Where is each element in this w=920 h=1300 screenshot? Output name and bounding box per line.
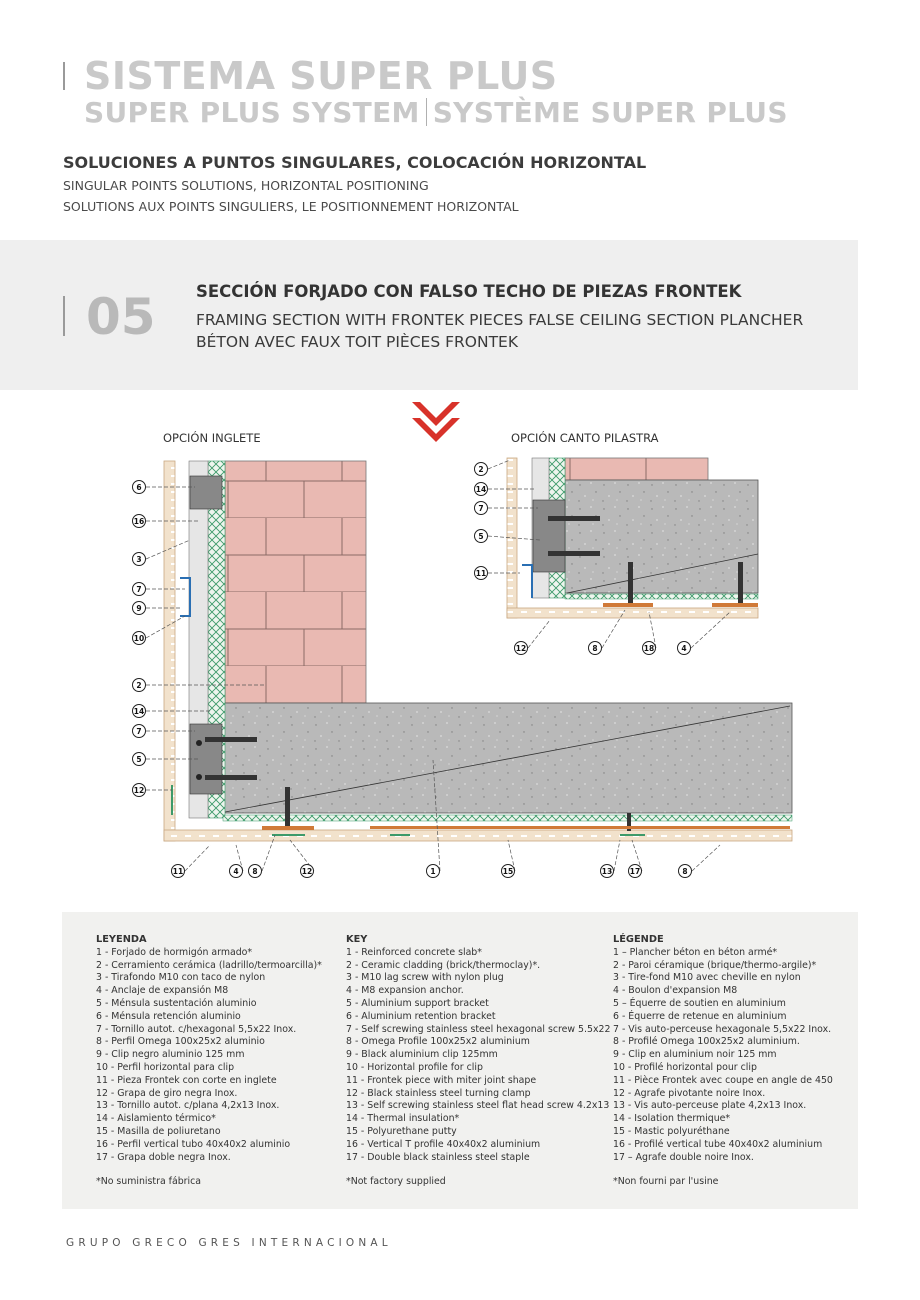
legend-item: 12 - Black stainless steel turning clamp: [346, 1087, 531, 1099]
callout-number: 11: [475, 568, 487, 578]
legend-item: 15 - Masilla de poliuretano: [96, 1125, 221, 1137]
callout: [515, 620, 551, 655]
callout-number: 4: [681, 643, 687, 653]
callout: [290, 840, 314, 878]
detail-title: SECCIÓN FORJADO CON FALSO TECHO DE PIEZAS FRONTEK: [196, 282, 742, 301]
legend-item: 3 - Tirafondo M10 con taco de nylon: [96, 972, 266, 984]
callout: [475, 483, 536, 496]
legend-item: 17 - Grapa doble negra Inox.: [96, 1151, 231, 1163]
section-heading-fr: SOLUTIONS AUX POINTS SINGULIERS, LE POSITIONNEMENT HORIZONTAL: [63, 199, 519, 214]
legend-item: 7 - Vis auto-perceuse hexagonale 5,5x22 Inox.: [613, 1023, 832, 1035]
callout-number: 2: [478, 464, 484, 474]
callout-number: 12: [301, 866, 313, 876]
legend-item: 8 - Perfil Omega 100x25x2 aluminio: [96, 1036, 265, 1048]
legend-en: [346, 934, 610, 1189]
screw: [196, 774, 202, 780]
callout-number: 12: [133, 785, 145, 795]
legend-item: 2 - Paroi céramique (brique/thermo-argile)*: [613, 959, 817, 971]
legend-item: 10 - Profilé horizontal pour clip: [613, 1061, 757, 1073]
subtitle-en: SUPER PLUS SYSTEM: [84, 96, 420, 129]
right-detail: [507, 458, 758, 618]
callout: [172, 845, 211, 878]
section-heading-es: SOLUCIONES A PUNTOS SINGULARES, COLOCACIÓN HORIZONTAL: [63, 153, 647, 172]
concrete-slab-right: [565, 480, 758, 593]
callout: [133, 540, 191, 566]
callout: [629, 840, 643, 878]
callout-number: 9: [136, 603, 142, 613]
legend-item: 15 - Polyurethane putty: [346, 1125, 457, 1137]
omega-profile: [370, 826, 790, 829]
chevron-down-icon: [412, 402, 460, 442]
screw: [196, 740, 202, 746]
legend-item: 4 - Boulon d'expansion M8: [613, 985, 738, 997]
callout-number: 7: [136, 584, 142, 594]
callout: [601, 840, 621, 878]
legend-item: 6 - Équerre de retenue en aluminium: [613, 1010, 787, 1022]
legend-item: 5 - Ménsula sustentación aluminio: [96, 997, 257, 1009]
title-rule: [63, 62, 65, 90]
insulation-right-h: [565, 594, 758, 599]
legend-item: 11 - Pieza Frontek con corte en inglete: [96, 1074, 277, 1086]
callout-number: 14: [133, 706, 145, 716]
legend-item: 12 - Grapa de giro negra Inox.: [96, 1087, 238, 1099]
omega-profile-right: [603, 603, 653, 607]
callout: [475, 460, 511, 476]
omega-profile-right: [712, 603, 758, 607]
anchor-bolt-right-1: [548, 516, 600, 521]
callout: [502, 840, 516, 878]
callout: [475, 502, 539, 515]
legend-item: 13 - Self screwing stainless steel flat head screw 4.2x13: [346, 1100, 610, 1112]
legend-item: 16 - Vertical T profile 40x40x2 aluminium: [346, 1138, 541, 1150]
callout-number: 17: [629, 866, 641, 876]
brick-wall: [225, 461, 366, 703]
legend-item: 14 - Thermal insulation*: [346, 1113, 460, 1125]
legend-item: 5 – Équerre de soutien en aluminium: [613, 997, 786, 1009]
callout-number: 8: [252, 866, 258, 876]
legend-en-title: KEY: [346, 934, 368, 945]
frontek-right-h: [507, 608, 758, 618]
detail-number: 05: [86, 288, 156, 346]
legend-item: 16 - Perfil vertical tubo 40x40x2 aluminio: [96, 1138, 291, 1150]
expansion-anchor-right: [628, 562, 633, 606]
callout-number: 11: [172, 866, 184, 876]
callout-number: 8: [592, 643, 598, 653]
detail-number-rule: [63, 296, 65, 336]
legend-item: 1 - Reinforced concrete slab*: [346, 946, 482, 958]
callout-number: 12: [515, 643, 527, 653]
callout: [133, 616, 186, 645]
legend-en-note: *Not factory supplied: [346, 1176, 446, 1188]
frontek-horizontal: [164, 830, 792, 841]
support-bracket-right: [533, 500, 565, 572]
omega-profile: [262, 826, 314, 830]
callout-number: 4: [233, 866, 239, 876]
legend-item: 8 - Omega Profile 100x25x2 aluminium: [346, 1036, 530, 1048]
callout-number: 7: [478, 503, 484, 513]
callout-number: 6: [136, 482, 142, 492]
legend-item: 17 – Agrafe double noire Inox.: [613, 1151, 754, 1163]
legend-item: 11 - Frontek piece with miter joint shape: [346, 1074, 537, 1086]
detail-subtitle: FRAMING SECTION WITH FRONTEK PIECES FALSE CEILING SECTION PLANCHER BÉTON AVEC FAUX TOIT PIÈCES FRONTEK: [196, 311, 804, 351]
callout: [133, 583, 186, 596]
anchor-bolt-2: [205, 775, 257, 780]
legend-fr-note: *Non fourni par l'usine: [613, 1176, 719, 1188]
legend-item: 14 - Isolation thermique*: [613, 1113, 731, 1125]
callout-number: 15: [502, 866, 514, 876]
legend-item: 13 - Vis auto-perceuse plate 4,2x13 Inox.: [613, 1100, 807, 1112]
callout-number: 8: [682, 866, 688, 876]
callout-number: 5: [136, 754, 142, 764]
expansion-anchor: [285, 787, 290, 827]
insulation-horizontal: [223, 815, 792, 821]
callout-number: 1: [430, 866, 436, 876]
legend-es-title: LEYENDA: [96, 934, 147, 945]
page-title: SISTEMA SUPER PLUS: [84, 54, 558, 98]
callout-number: 16: [133, 516, 145, 526]
legend-item: 9 - Black aluminium clip 125mm: [346, 1049, 498, 1061]
legend-item: 7 - Tornillo autot. c/hexagonal 5,5x22 Inox.: [96, 1023, 297, 1035]
subtitle-fr: SYSTÈME SUPER PLUS: [432, 96, 788, 129]
callout-number: 14: [475, 484, 487, 494]
legend-es-note: *No suministra fábrica: [96, 1176, 202, 1188]
frontek-vertical: [164, 461, 175, 841]
page-subtitle: [84, 96, 788, 129]
legend-item: 3 - M10 lag screw with nylon plug: [346, 972, 504, 984]
legend-item: 6 - Ménsula retención aluminio: [96, 1010, 241, 1022]
option-left-label: OPCIÓN INGLETE: [163, 431, 261, 445]
callout-number: 10: [133, 633, 145, 643]
legend-es-items: [96, 947, 322, 1165]
legend-item: 5 - Aluminium support bracket: [346, 997, 489, 1009]
callout-number: 3: [136, 554, 142, 564]
legend-item: 2 - Ceramic cladding (brick/thermoclay)*.: [346, 959, 541, 971]
callout-number: 5: [478, 531, 484, 541]
brick-wall-right: [565, 458, 708, 480]
legend-item: 14 - Aislamiento térmico*: [96, 1113, 216, 1125]
anchor-bolt-1: [205, 737, 257, 742]
expansion-anchor-right: [738, 562, 743, 606]
legend-item: 1 – Plancher béton en béton armé*: [613, 946, 778, 958]
legend-item: 13 - Tornillo autot. c/plana 4,2x13 Inox.: [96, 1100, 280, 1112]
legend-item: 8 - Profilé Omega 100x25x2 aluminium.: [613, 1036, 800, 1048]
legend-item: 12 - Agrafe pivotante noire Inox.: [613, 1087, 766, 1099]
retention-bracket: [190, 476, 222, 509]
section-heading-en: SINGULAR POINTS SOLUTIONS, HORIZONTAL POSITIONING: [63, 178, 429, 193]
footer-company: GRUPO GRECO GRES INTERNACIONAL: [66, 1237, 392, 1249]
legend-item: 11 - Pièce Frontek avec coupe en angle de 450: [613, 1074, 833, 1086]
section-drawing: [0, 395, 920, 895]
anchor-bolt-right-2: [548, 551, 600, 556]
legend-item: 3 - Tire-fond M10 avec cheville en nylon: [613, 972, 801, 984]
subtitle-separator: [426, 98, 427, 126]
callout-number: 2: [136, 680, 142, 690]
legend-fr: [613, 934, 833, 1189]
callout-number: 13: [601, 866, 613, 876]
legend-item: 10 - Perfil horizontal para clip: [96, 1061, 235, 1073]
legend-fr-items: [613, 947, 833, 1165]
clip-profile-right: [522, 565, 532, 598]
callout: [230, 845, 244, 878]
legend-item: 4 - M8 expansion anchor.: [346, 985, 464, 997]
legend-item: 17 - Double black stainless steel staple: [346, 1151, 530, 1163]
legend-item: 16 - Profilé vertical tube 40x40x2 aluminium: [613, 1138, 823, 1150]
callout: [679, 845, 721, 878]
legend-item: 9 - Clip en aluminium noir 125 mm: [613, 1049, 777, 1061]
legend-item: 2 - Cerramiento cerámica (ladrillo/termoarcilla)*: [96, 959, 322, 971]
legend-es: [96, 934, 322, 1189]
callout-number: 18: [643, 643, 655, 653]
legend-item: 1 - Forjado de hormigón armado*: [96, 946, 253, 958]
legend-item: 6 - Aluminium retention bracket: [346, 1010, 496, 1022]
legend-fr-title: LÉGENDE: [613, 934, 664, 945]
legend-item: 10 - Horizontal profile for clip: [346, 1061, 483, 1073]
option-right-label: OPCIÓN CANTO PILASTRA: [511, 431, 659, 445]
legend-item: 9 - Clip negro aluminio 125 mm: [96, 1049, 245, 1061]
callout-number: 7: [136, 726, 142, 736]
legend-item: 15 - Mastic polyuréthane: [613, 1125, 730, 1137]
clip-profile: [180, 578, 190, 616]
legend-item: 4 - Anclaje de expansión M8: [96, 985, 229, 997]
legend-en-items: [346, 947, 610, 1165]
legend-item: 7 - Self screwing stainless steel hexagonal screw 5.5x22: [346, 1023, 611, 1035]
